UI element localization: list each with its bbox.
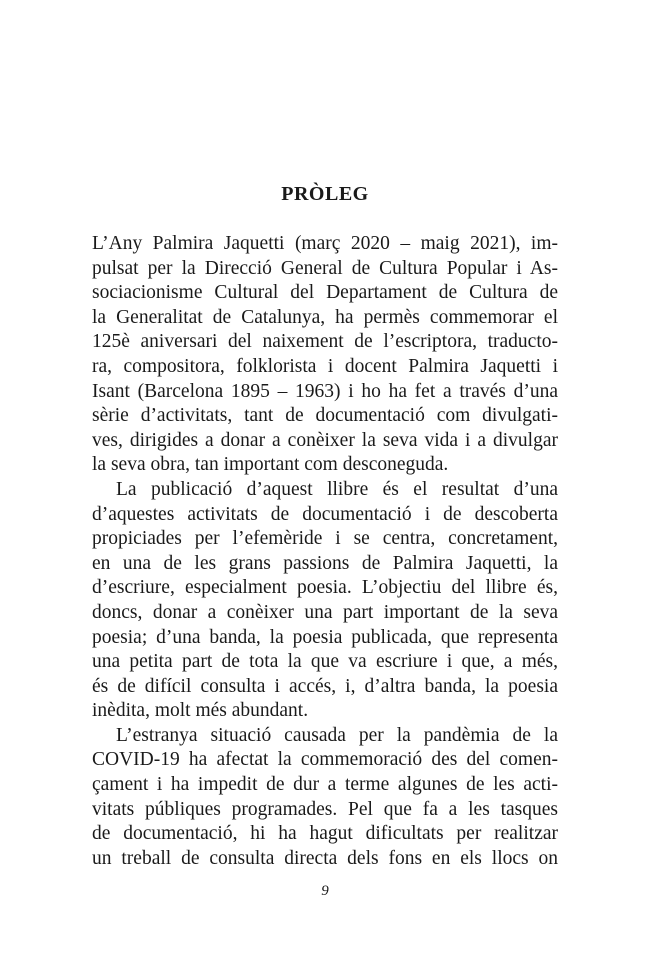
text-line: pulsat per la Direcció General de Cultura Popular i As- (92, 257, 558, 279)
text-line: Isant (Barcelona 1895 – 1963) i ho ha fet a través d’una (92, 380, 558, 402)
chapter-title: PRÒLEG (281, 183, 369, 205)
paragraph (92, 478, 558, 724)
text-line: L’Any Palmira Jaquetti (març 2020 – maig 2021), im- (92, 233, 558, 254)
paragraph (92, 232, 558, 478)
text-line: la seva obra, tan important com desconeguda. (92, 454, 449, 476)
text-line: 125è aniversari del naixement de l’escriptora, traducto- (92, 331, 558, 353)
body-text (92, 232, 558, 871)
text-line: COVID-19 ha afectat la commemoració des del comen- (92, 749, 558, 771)
text-line: la Generalitat de Catalunya, ha permès commemorar el (92, 306, 558, 328)
text-line: çament i ha impedit de dur a terme algunes de les acti- (92, 774, 558, 796)
text-line: inèdita, molt més abundant. (92, 700, 309, 722)
text-line: ves, dirigides a donar a conèixer la seva vida i a divulgar (92, 429, 558, 451)
text-line: d’escriure, especialment poesia. L’objectiu del llibre és, (92, 577, 558, 599)
text-line: un treball de consulta directa dels fons en els llocs on (92, 847, 558, 869)
text-line: una petita part de tota la que va escriure i que, a més, (92, 651, 558, 673)
text-line: sociacionisme Cultural del Departament de Cultura de (92, 282, 558, 304)
text-line: doncs, donar a conèixer una part important de la seva (92, 601, 558, 623)
text-line: vitats públiques programades. Pel que fa a les tasques (92, 798, 558, 820)
text-line: ra, compositora, folklorista i docent Palmira Jaquetti i (92, 355, 558, 377)
text-line: d’aquestes activitats de documentació i de descoberta (92, 503, 558, 525)
text-line: poesia; d’una banda, la poesia publicada, que representa (92, 626, 558, 648)
text-line: és de difícil consulta i accés, i, d’altra banda, la poesia (92, 675, 558, 697)
page-number: 9 (321, 883, 329, 899)
text-line: L’estranya situació causada per la pandèmia de la (116, 724, 558, 746)
paragraph (92, 724, 558, 872)
text-line: sèrie d’activitats, tant de documentació com divulgati- (92, 405, 558, 427)
text-line: La publicació d’aquest llibre és el resultat d’una (116, 478, 558, 500)
text-line: propiciades per l’efemèride i se centra, concretament, (92, 528, 558, 550)
text-line: en una de les grans passions de Palmira Jaquetti, la (92, 552, 558, 574)
text-line: de documentació, hi ha hagut dificultats per realitzar (92, 823, 558, 845)
